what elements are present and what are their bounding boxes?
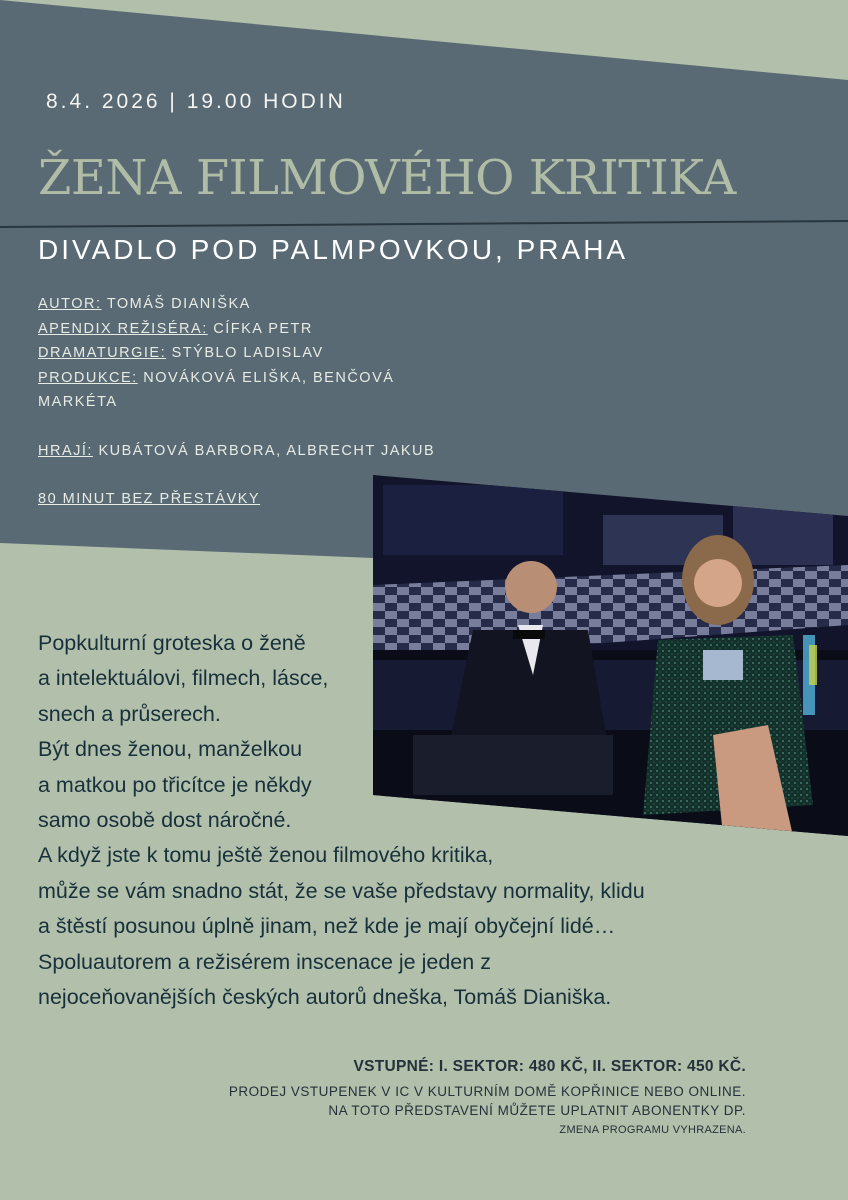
credits-list: [38, 292, 498, 463]
description-line: snech a průserech.: [38, 701, 221, 726]
description-line: A když jste k tomu ještě ženou filmového kritika,: [38, 843, 494, 868]
description-line: a štěstí posunou úplně jinam, než kde je mají obyčejní lidé…: [38, 914, 616, 939]
event-date-time: 8.4. 2026 | 19.00 HODIN: [46, 90, 346, 113]
subscription-info: NA TOTO PŘEDSTAVENÍ MŮŽETE UPLATNIT ABONENTKY DP.: [328, 1103, 746, 1118]
credits-spacer: [38, 415, 498, 439]
event-duration: 80 MINUT BEZ PŘESTÁVKY: [38, 491, 261, 507]
description-line: samo osobě dost náročné.: [38, 808, 292, 833]
ticket-price: VSTUPNÉ: I. SEKTOR: 480 KČ, II. SEKTOR: 450 KČ.: [353, 1058, 746, 1075]
credit-cast: HRAJÍ: KUBÁTOVÁ BARBORA, ALBRECHT JAKUB: [38, 442, 436, 459]
description-line: a matkou po třicítce je někdy: [38, 772, 312, 797]
description-line: Být dnes ženou, manželkou: [38, 737, 303, 762]
event-description: [38, 626, 758, 1015]
ticket-sales-info: PRODEJ VSTUPENEK V IC V KULTURNÍM DOMĚ KOPŘINICE NEBO ONLINE.: [228, 1084, 746, 1099]
program-change-notice: ZMENA PROGRAMU VYHRAZENA.: [559, 1124, 746, 1136]
description-line: Spoluautorem a režisérem inscenace je jeden z: [38, 949, 491, 974]
credit-director: APENDIX REŽISÉRA: CÍFKA PETR: [38, 320, 313, 337]
description-line: nejoceňovanějších českých autorů dneška, Tomáš Dianiška.: [38, 985, 612, 1010]
event-venue: DIVADLO POD PALMPOVKOU, PRAHA: [38, 234, 629, 265]
credit-dramaturgy: DRAMATURGIE: STÝBLO LADISLAV: [38, 345, 324, 361]
event-title: ŽENA FILMOVÉHO KRITIKA: [38, 150, 736, 206]
ticket-info: [229, 1058, 746, 1136]
description-line: Popkulturní groteska o ženě: [38, 631, 306, 655]
description-line: a intelektuálovi, filmech, lásce,: [38, 666, 329, 691]
credit-production-cont: MARKÉTA: [38, 394, 118, 410]
description-line: může se vám snadno stát, že se vaše představy normality, klidu: [38, 878, 645, 903]
credit-author: AUTOR: TOMÁŠ DIANIŠKA: [38, 296, 251, 312]
credit-production: PRODUKCE: NOVÁKOVÁ ELIŠKA, BENČOVÁ: [38, 369, 395, 386]
